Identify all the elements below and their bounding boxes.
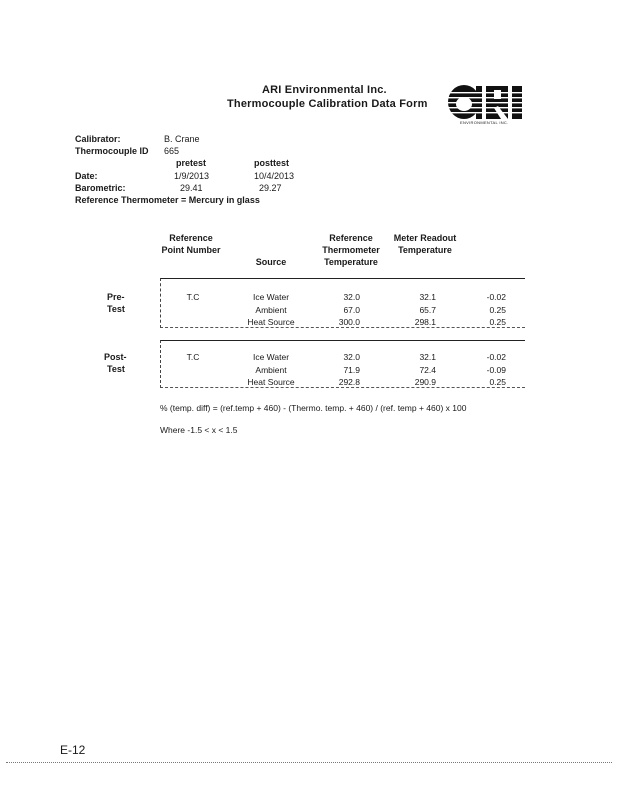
post-row-2-meter: 72.4 [419, 365, 436, 375]
post-row-3-meter: 290.9 [414, 377, 436, 387]
post-label-1: Post- [104, 352, 127, 362]
thermocouple-value: 665 [164, 146, 180, 156]
post-label-2: Test [107, 364, 125, 374]
pre-label-2: Test [107, 304, 125, 314]
formula-text: % (temp. diff) = (ref.temp + 460) - (Thermo. temp. + 460) / (ref. temp + 460) x 100 [160, 403, 467, 413]
pre-row-2-meter: 65.7 [419, 305, 436, 315]
barometric-posttest: 29.27 [259, 183, 282, 193]
company-name: ARI Environmental Inc. [262, 84, 387, 96]
pre-row-2-source: Ambient [255, 305, 287, 315]
thermocouple-label: Thermocouple ID [75, 146, 149, 156]
pre-row-1-source: Ice Water [252, 292, 290, 302]
page-number: E-12 [60, 743, 86, 757]
col-header-ref-temp: Reference Thermometer Temperature [322, 233, 380, 267]
scan-artifact-line [6, 762, 612, 763]
pre-row-3-diff: 0.25 [489, 317, 506, 327]
col-header-ref-point: Reference Point Number [161, 233, 221, 255]
post-row-3-ref: 292.8 [338, 377, 360, 387]
logo-subtext: ENVIRONMENTAL INC. [460, 120, 509, 125]
pre-row-1-point: T.C [186, 292, 200, 302]
calibrator-label: Calibrator: [75, 134, 121, 144]
barometric-label: Barometric: [75, 183, 126, 193]
date-posttest: 10/4/2013 [254, 171, 295, 181]
date-pretest: 1/9/2013 [174, 171, 210, 181]
where-text: Where -1.5 < x < 1.5 [160, 425, 238, 435]
pre-row-2-diff: 0.25 [489, 305, 506, 315]
pre-row-3-ref: 300.0 [338, 317, 360, 327]
reference-thermometer-line: Reference Thermometer = Mercury in glass [75, 195, 260, 205]
pre-row-1-meter: 32.1 [419, 292, 436, 302]
post-row-1-ref: 32.0 [343, 352, 360, 362]
posttest-label: posttest [254, 158, 290, 168]
post-row-2-source: Ambient [255, 365, 287, 375]
post-row-1-meter: 32.1 [419, 352, 436, 362]
pre-row-3-meter: 298.1 [414, 317, 436, 327]
pre-row-1-diff: -0.02 [486, 292, 506, 302]
ari-logo-graphic [446, 82, 530, 124]
barometric-pretest: 29.41 [180, 183, 203, 193]
form-title: Thermocouple Calibration Data Form [227, 98, 428, 110]
col-header-source: Source [255, 257, 287, 267]
pre-row-3-source: Heat Source [247, 317, 295, 327]
post-row-2-ref: 71.9 [343, 365, 360, 375]
post-row-3-diff: 0.25 [489, 377, 506, 387]
pre-row-1-ref: 32.0 [343, 292, 360, 302]
date-label: Date: [75, 171, 98, 181]
calibrator-value: B. Crane [164, 134, 200, 144]
ari-logo [446, 82, 530, 124]
pre-label-1: Pre- [107, 292, 125, 302]
post-row-1-point: T.C [186, 352, 200, 362]
post-row-2-diff: -0.09 [486, 365, 506, 375]
post-row-1-source: Ice Water [252, 352, 290, 362]
post-row-1-diff: -0.02 [486, 352, 506, 362]
col-header-meter-temp: Meter Readout Temperature [393, 233, 457, 255]
post-row-3-source: Heat Source [247, 377, 295, 387]
pretest-label: pretest [176, 158, 207, 168]
pre-row-2-ref: 67.0 [343, 305, 360, 315]
